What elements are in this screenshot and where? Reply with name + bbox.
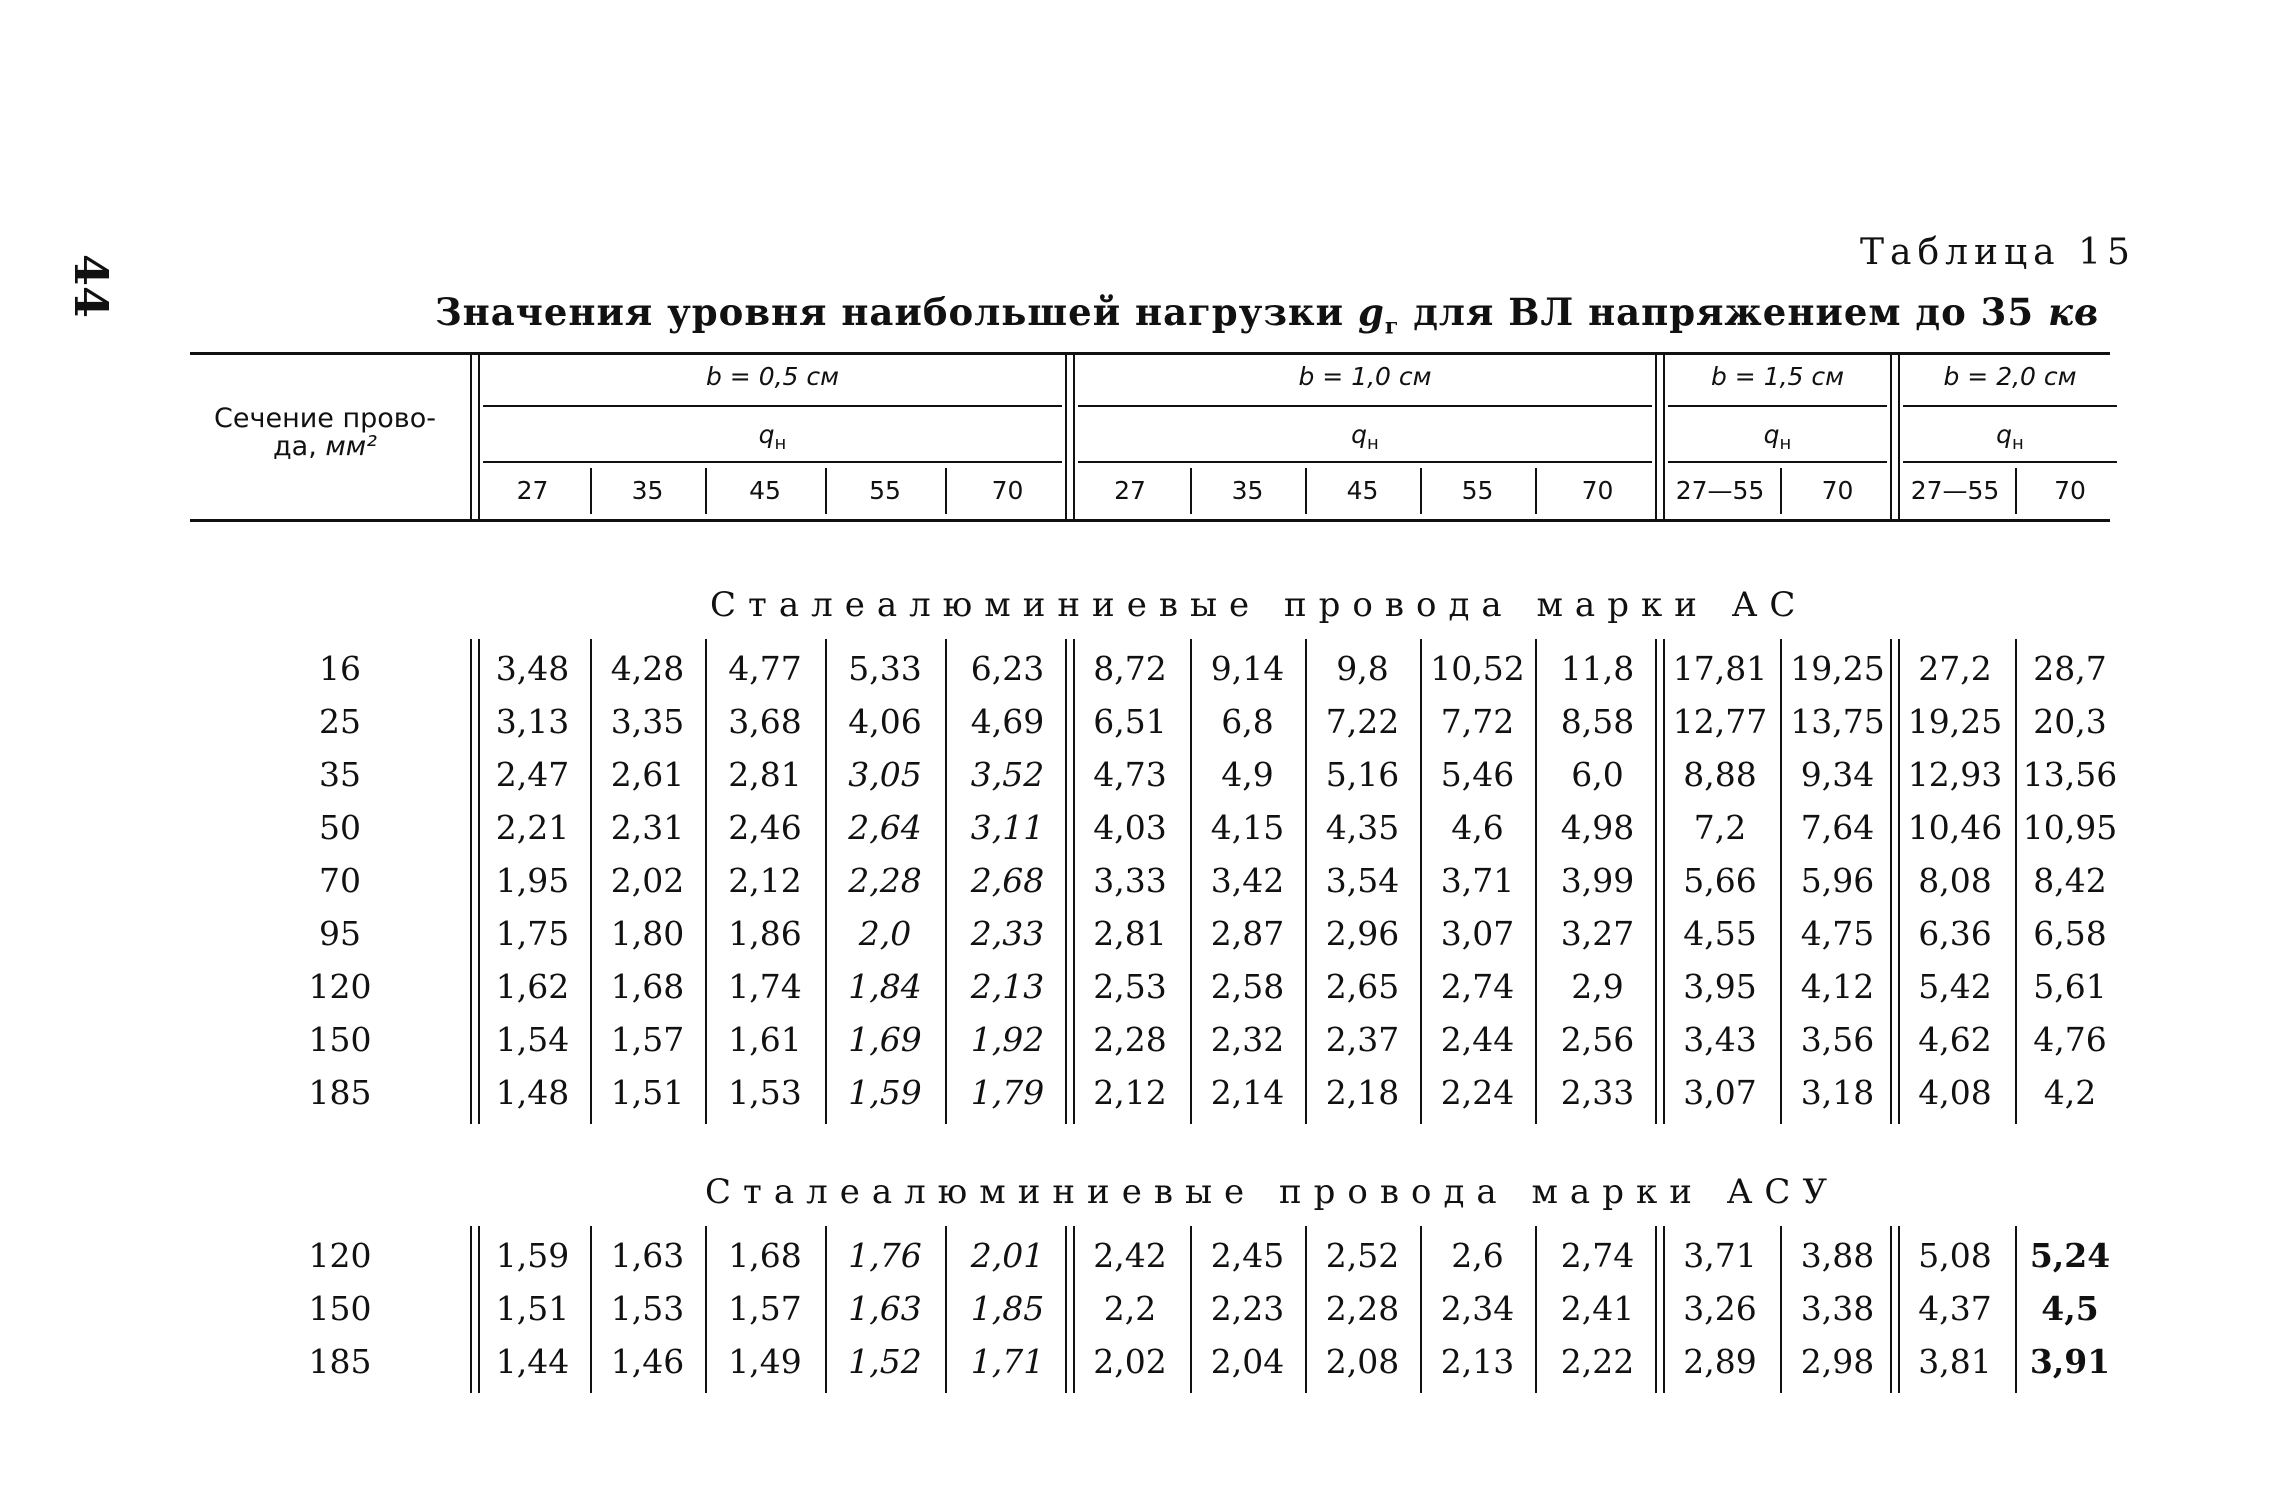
- table-cell: 1,59: [495, 1236, 570, 1275]
- header-column-label: 27: [1114, 476, 1146, 505]
- table-cell: 4,06: [848, 702, 922, 741]
- header-column-label: 35: [1231, 476, 1264, 505]
- table-cell: 1,53: [728, 1073, 802, 1112]
- table-cell: 19,25: [1907, 702, 2003, 741]
- header-row-label: Сечение прово- да, мм²: [214, 403, 436, 462]
- table-row: [0, 749, 2288, 801]
- table-cell: 7,64: [1800, 808, 1875, 847]
- header-group-rule: [1078, 405, 1652, 407]
- table-cell: 8,08: [1918, 861, 1992, 900]
- table-cell: 5,96: [1800, 861, 1875, 900]
- header-group-label: b = 1,0 см: [1298, 362, 1432, 391]
- table-cell: 1,63: [848, 1289, 922, 1328]
- row-section-value: 16: [319, 649, 361, 688]
- header-group-rule: [1903, 405, 2117, 407]
- table-cell: 2,12: [728, 861, 802, 900]
- header-column-label: 55: [1461, 476, 1494, 505]
- table-cell: 1,68: [610, 967, 685, 1006]
- table-cell: 1,49: [728, 1342, 802, 1381]
- table-row: [0, 1014, 2288, 1066]
- header-column-divider: [2015, 468, 2017, 514]
- header-column-label: 27—55: [1675, 476, 1765, 505]
- table-cell: 2,14: [1210, 1073, 1285, 1112]
- table-cell: 1,85: [970, 1289, 1045, 1328]
- row-section-value: 120: [308, 967, 372, 1006]
- header-group-rule: [483, 405, 1062, 407]
- table-cell: 1,46: [610, 1342, 685, 1381]
- row-section-value: 95: [319, 914, 361, 953]
- table-cell: 9,34: [1800, 755, 1875, 794]
- table-cell: 2,28: [1325, 1289, 1400, 1328]
- header-column-label: 70: [1821, 476, 1854, 505]
- table-row: [0, 696, 2288, 748]
- table-row: [0, 802, 2288, 854]
- table-cell: 12,77: [1672, 702, 1768, 741]
- table-cell: 2,6: [1451, 1236, 1504, 1275]
- table-cell: 2,74: [1440, 967, 1515, 1006]
- table-cell: 2,13: [1440, 1342, 1515, 1381]
- table-cell: 2,21: [495, 808, 570, 847]
- header-column-label: 27: [516, 476, 549, 505]
- table-cell: 3,81: [1918, 1342, 1992, 1381]
- table-cell: 1,61: [728, 1020, 802, 1059]
- table-cell: 1,71: [970, 1342, 1045, 1381]
- table-row: [0, 855, 2288, 907]
- table-cell: 13,75: [1790, 702, 1885, 741]
- table-cell: 2,22: [1560, 1342, 1635, 1381]
- table-cell: 1,51: [495, 1289, 570, 1328]
- header-column-divider: [945, 468, 947, 514]
- header-column-divider: [590, 468, 592, 514]
- table-cell: 2,2: [1103, 1289, 1157, 1328]
- table-cell: 5,46: [1440, 755, 1515, 794]
- table-cell: 2,65: [1325, 967, 1400, 1006]
- table-cell: 20,3: [2033, 702, 2107, 741]
- table-cell: 3,95: [1683, 967, 1757, 1006]
- table-cell: 6,8: [1221, 702, 1274, 741]
- table-cell: 2,61: [610, 755, 685, 794]
- header-column-label: 70: [1581, 476, 1614, 505]
- header-column-divider: [1535, 468, 1537, 514]
- table-row: [0, 961, 2288, 1013]
- table-cell: 2,32: [1210, 1020, 1285, 1059]
- table-cell: 4,03: [1093, 808, 1167, 847]
- table-cell: 3,35: [610, 702, 685, 741]
- table-cell: 2,12: [1093, 1073, 1167, 1112]
- table-cell: 2,08: [1325, 1342, 1400, 1381]
- table-cell: 2,58: [1210, 967, 1285, 1006]
- row-section-value: 150: [308, 1289, 372, 1328]
- table-cell: 2,9: [1571, 967, 1624, 1006]
- header-column-label: 55: [869, 476, 901, 505]
- table-cell: 2,96: [1325, 914, 1400, 953]
- table-cell: 4,6: [1451, 808, 1504, 847]
- header-column-label: 45: [1346, 476, 1379, 505]
- table-cell: 1,53: [610, 1289, 685, 1328]
- table-cell: 1,69: [848, 1020, 922, 1059]
- header-column-divider: [1420, 468, 1422, 514]
- table-cell: 3,18: [1800, 1073, 1875, 1112]
- table-cell: 2,68: [970, 861, 1045, 900]
- table-cell: 3,42: [1210, 861, 1285, 900]
- table-cell: 3,99: [1560, 861, 1635, 900]
- table-cell: 2,18: [1325, 1073, 1400, 1112]
- table-cell: 3,38: [1800, 1289, 1875, 1328]
- table-cell: 1,51: [610, 1073, 685, 1112]
- table-cell: 2,47: [495, 755, 570, 794]
- table-cell: 1,84: [848, 967, 922, 1006]
- header-group-label: b = 2,0 см: [1943, 362, 2077, 391]
- header-column-label: 70: [2054, 476, 2086, 505]
- table-cell: 2,34: [1440, 1289, 1515, 1328]
- table-cell: 3,91: [2029, 1342, 2111, 1381]
- title-middle: для ВЛ напряжением до 35: [1413, 290, 2035, 334]
- table-cell: 2,45: [1210, 1236, 1285, 1275]
- table-cell: 3,54: [1325, 861, 1400, 900]
- header-column-label: 70: [991, 476, 1024, 505]
- table-cell: 4,28: [610, 649, 685, 688]
- table-cell: 4,76: [2033, 1020, 2107, 1059]
- table-cell: 2,64: [848, 808, 922, 847]
- table-cell: 1,76: [848, 1236, 922, 1275]
- table-cell: 2,56: [1560, 1020, 1635, 1059]
- table-cell: 4,73: [1093, 755, 1167, 794]
- table-cell: 3,07: [1683, 1073, 1757, 1112]
- table-cell: 9,14: [1210, 649, 1285, 688]
- header-column-divider: [1780, 468, 1782, 514]
- table-cell: 2,13: [970, 967, 1045, 1006]
- table-cell: 5,08: [1918, 1236, 1992, 1275]
- table-cell: 1,44: [495, 1342, 570, 1381]
- table-cell: 3,27: [1560, 914, 1635, 953]
- header-column-label: 35: [631, 476, 664, 505]
- table-cell: 3,13: [495, 702, 570, 741]
- table-cell: 5,42: [1918, 967, 1992, 1006]
- header-column-divider: [1190, 468, 1192, 514]
- table-cell: 2,53: [1093, 967, 1167, 1006]
- table-cell: 2,04: [1210, 1342, 1285, 1381]
- header-load-rule: [1078, 461, 1652, 463]
- table-cell: 2,01: [970, 1236, 1045, 1275]
- row-section-value: 120: [308, 1236, 372, 1275]
- table-cell: 2,98: [1800, 1342, 1875, 1381]
- header-group-divider: [470, 355, 472, 519]
- table-cell: 3,68: [728, 702, 802, 741]
- table-cell: 13,56: [2022, 755, 2118, 794]
- table-cell: 4,5: [2041, 1289, 2099, 1328]
- section-title: Сталеалюминиевые провода марки АСУ: [705, 1172, 1840, 1212]
- table-cell: 6,51: [1093, 702, 1167, 741]
- table-cell: 7,22: [1325, 702, 1400, 741]
- table-cell: 4,69: [970, 702, 1045, 741]
- title-prefix: Значения уровня наибольшей нагрузки: [435, 290, 1345, 334]
- table-cell: 5,24: [2029, 1236, 2111, 1275]
- table-cell: 28,7: [2033, 649, 2107, 688]
- header-column-divider: [1305, 468, 1307, 514]
- table-cell: 3,88: [1800, 1236, 1875, 1275]
- table-cell: 1,75: [495, 914, 570, 953]
- header-group-label: b = 0,5 см: [705, 362, 840, 391]
- table-cell: 8,88: [1683, 755, 1757, 794]
- table-cell: 4,15: [1210, 808, 1285, 847]
- header-column-label: 45: [749, 476, 781, 505]
- table-cell: 2,42: [1093, 1236, 1167, 1275]
- table-cell: 1,62: [495, 967, 570, 1006]
- header-load-label: $q_н$: [1351, 420, 1379, 454]
- table-cell: 2,81: [728, 755, 802, 794]
- table-cell: 27,2: [1918, 649, 1992, 688]
- row-section-value: 70: [319, 861, 361, 900]
- table-cell: 17,81: [1672, 649, 1768, 688]
- header-load-label: $q_н$: [1763, 420, 1792, 454]
- table-cell: 5,61: [2033, 967, 2107, 1006]
- table-cell: 2,0: [858, 914, 912, 953]
- page-number: 44: [64, 254, 118, 319]
- table-cell: 2,02: [1093, 1342, 1167, 1381]
- table-cell: 1,92: [970, 1020, 1045, 1059]
- table-cell: 8,72: [1093, 649, 1167, 688]
- header-load-rule: [1903, 461, 2117, 463]
- table-cell: 3,71: [1683, 1236, 1757, 1275]
- table-row: [0, 1067, 2288, 1119]
- table-cell: 4,12: [1800, 967, 1875, 1006]
- table-cell: 4,77: [728, 649, 802, 688]
- table-cell: 1,86: [728, 914, 802, 953]
- table-cell: 3,05: [848, 755, 922, 794]
- table-cell: 6,0: [1571, 755, 1624, 794]
- table-cell: 2,23: [1210, 1289, 1285, 1328]
- table-cell: 6,36: [1918, 914, 1992, 953]
- table-cell: 7,2: [1693, 808, 1747, 847]
- table-row: [0, 1230, 2288, 1282]
- table-cell: 3,52: [970, 755, 1045, 794]
- table-cell: 4,08: [1918, 1073, 1992, 1112]
- table-cell: 5,33: [848, 649, 922, 688]
- table-cell: 2,52: [1325, 1236, 1400, 1275]
- table-cell: 1,80: [610, 914, 685, 953]
- table-cell: 19,25: [1790, 649, 1885, 688]
- table-cell: 8,42: [2033, 861, 2107, 900]
- table-cell: 3,48: [495, 649, 570, 688]
- header-column-divider: [705, 468, 707, 514]
- table-cell: 6,58: [2033, 914, 2107, 953]
- table-cell: 3,07: [1440, 914, 1515, 953]
- table-cell: 3,26: [1683, 1289, 1757, 1328]
- table-cell: 3,43: [1683, 1020, 1757, 1059]
- table-cell: 1,59: [848, 1073, 922, 1112]
- header-load-label: $q_н$: [1996, 420, 2024, 454]
- table-cell: 2,44: [1440, 1020, 1515, 1059]
- header-load-rule: [483, 461, 1062, 463]
- table-cell: 6,23: [970, 649, 1045, 688]
- table-label: Таблица 15: [1860, 232, 2136, 273]
- row-section-value: 185: [308, 1073, 372, 1112]
- section-title: Сталеалюминиевые провода марки АС: [710, 585, 1808, 625]
- table-cell: 1,57: [610, 1020, 685, 1059]
- table-cell: 2,89: [1683, 1342, 1757, 1381]
- table-cell: 1,74: [728, 967, 802, 1006]
- header-column-label: 27—55: [1910, 476, 2000, 505]
- table-cell: 2,24: [1440, 1073, 1515, 1112]
- table-cell: 4,98: [1560, 808, 1635, 847]
- header-column-divider: [825, 468, 827, 514]
- title-symbol: $g_г$: [1357, 290, 1400, 340]
- table-cell: 1,54: [495, 1020, 570, 1059]
- table-cell: 5,66: [1683, 861, 1757, 900]
- header-group-rule: [1668, 405, 1887, 407]
- table-cell: 2,81: [1093, 914, 1167, 953]
- table-cell: 1,57: [728, 1289, 802, 1328]
- row-section-value: 25: [319, 702, 361, 741]
- table-cell: 2,28: [1093, 1020, 1167, 1059]
- table-cell: 2,28: [848, 861, 922, 900]
- table-row: [0, 1336, 2288, 1388]
- table-cell: 10,52: [1430, 649, 1525, 688]
- table-cell: 3,33: [1093, 861, 1167, 900]
- table-cell: 2,33: [970, 914, 1045, 953]
- table-cell: 4,55: [1683, 914, 1757, 953]
- table-cell: 3,56: [1800, 1020, 1875, 1059]
- table-cell: 3,11: [970, 808, 1045, 847]
- table-cell: 4,37: [1918, 1289, 1992, 1328]
- table-cell: 12,93: [1907, 755, 2003, 794]
- table-cell: 2,46: [728, 808, 802, 847]
- table-cell: 7,72: [1440, 702, 1515, 741]
- table-cell: 1,63: [610, 1236, 685, 1275]
- table-cell: 5,16: [1325, 755, 1400, 794]
- table-cell: 1,48: [495, 1073, 570, 1112]
- table-cell: 4,2: [2043, 1073, 2097, 1112]
- row-section-value: 185: [308, 1342, 372, 1381]
- header-bottom-rule: [190, 519, 2110, 522]
- table-cell: 9,8: [1336, 649, 1389, 688]
- table-cell: 10,95: [2022, 808, 2118, 847]
- header-load-rule: [1668, 461, 1887, 463]
- table-cell: 2,31: [610, 808, 685, 847]
- table-cell: 3,71: [1440, 861, 1515, 900]
- table-cell: 4,9: [1221, 755, 1274, 794]
- table-row: [0, 908, 2288, 960]
- table-cell: 4,75: [1800, 914, 1875, 953]
- table-row: [0, 643, 2288, 695]
- row-section-value: 50: [319, 808, 361, 847]
- table-cell: 11,8: [1560, 649, 1635, 688]
- table-cell: 10,46: [1907, 808, 2003, 847]
- table-cell: 2,33: [1560, 1073, 1635, 1112]
- table-cell: 1,95: [495, 861, 570, 900]
- header-load-label: $q_н$: [758, 420, 787, 454]
- table-cell: 2,41: [1560, 1289, 1635, 1328]
- table-cell: 2,37: [1325, 1020, 1400, 1059]
- table-row: [0, 1283, 2288, 1335]
- table-title: [435, 290, 2099, 339]
- table-cell: 4,62: [1918, 1020, 1992, 1059]
- table-cell: 1,68: [728, 1236, 802, 1275]
- table-cell: 2,02: [610, 861, 685, 900]
- table-cell: 1,52: [848, 1342, 922, 1381]
- header-group-label: b = 1,5 см: [1710, 362, 1845, 391]
- title-unit: кв: [2048, 290, 2100, 334]
- table-cell: 1,79: [970, 1073, 1045, 1112]
- table-cell: 8,58: [1560, 702, 1635, 741]
- table-cell: 4,35: [1325, 808, 1400, 847]
- row-section-value: 150: [308, 1020, 372, 1059]
- table-cell: 2,87: [1210, 914, 1285, 953]
- row-section-value: 35: [319, 755, 361, 794]
- table-cell: 2,74: [1560, 1236, 1635, 1275]
